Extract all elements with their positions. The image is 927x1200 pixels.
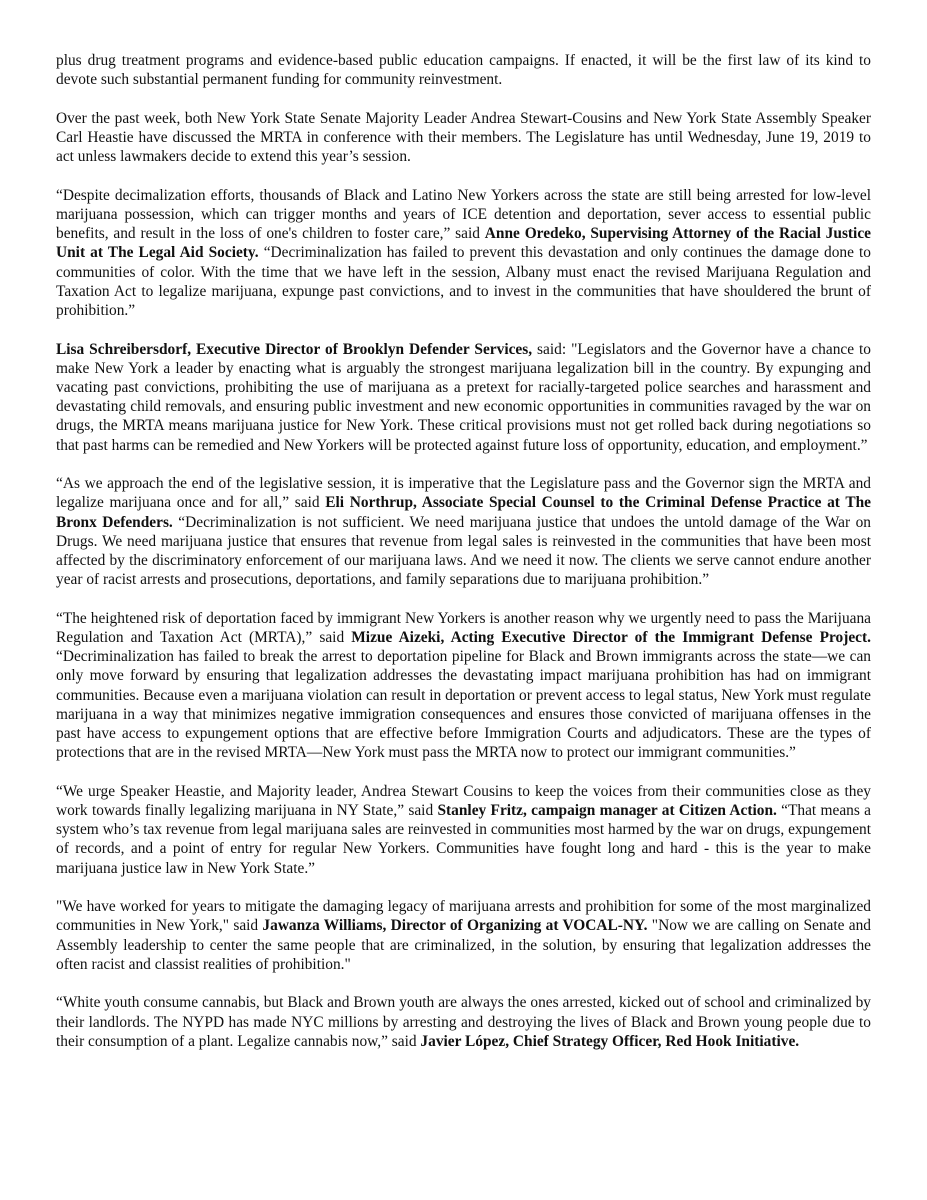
document-page (56, 51, 871, 1070)
paragraph-3 (56, 186, 871, 320)
paragraph-8-speaker: Jawanza Williams, Director of Organizing at VOCAL-NY. (262, 917, 648, 935)
paragraph-5-text-a: “As we approach the end of the legislative session, it is imperative that the Legislature pass and the Governor sign the MRTA and legalize marijuana once and for all,” said (56, 475, 871, 512)
paragraph-6-speaker: Mizue Aizeki, Acting Executive Director of the Immigrant Defense Project. (351, 629, 871, 647)
paragraph-9-speaker: Javier López, Chief Strategy Officer, Red Hook Initiative. (420, 1032, 800, 1050)
paragraph-7-text-a: “We urge Speaker Heastie, and Majority leader, Andrea Stewart Cousins to keep the voices from their communities close as they work towards finally legalizing marijuana in NY State,” said (56, 782, 871, 820)
paragraph-2 (56, 109, 871, 167)
paragraph-1 (56, 51, 871, 89)
paragraph-3-text-a: “Despite decimalization efforts, thousands of Black and Latino New Yorkers across the state are still being arrested for low-level marijuana possession, which can trigger months and years of ICE detention and deportation, sever access to essential public benefits, and result in the loss of one's children to foster care,” said (56, 186, 871, 243)
paragraph-7-text-b: “That means a system who’s tax revenue from legal marijuana sales are reinvested in communities most harmed by the war on drugs, expungement of records, and a point of entry for regular New Yorkers. Communities have fought long and hard - this is the year to make marijuana justice law in New York State.” (56, 802, 871, 877)
paragraph-3-text-b: “Decriminalization has failed to prevent this devastation and only continues the damage done to communities of color. With the time that we have left in the session, Albany must enact the revised Marijuana Regulation and Taxation Act to legalize marijuana, expunge past convictions, and to invest in the communities that have shouldered the brunt of prohibition.” (56, 244, 872, 320)
paragraph-5-text-b: “Decriminalization is not sufficient. We need marijuana justice that undoes the untold damage of the War on Drugs. We need marijuana justice that ensures that revenue from legal sales is reinvested in the communities that have been most affected by the discriminatory enforcement of our marijuana laws. And we need it now. The clients we serve cannot endure another year of racist arrests and prosecutions, deportations, and family separations due to marijuana prohibition.” (56, 513, 871, 589)
paragraph-8-text-b: "Now we are calling on Senate and Assembly leadership to center the same people that are criminalized, in the solution, by ensuring that legalization addresses the often racist and classist realities of prohibition." (56, 917, 871, 973)
paragraph-1-text: plus drug treatment programs and evidence-based public education campaigns. If enacted, it will be the first law of its kind to devote such substantial permanent funding for community reinvestment. (56, 52, 871, 89)
paragraph-5 (56, 474, 871, 589)
paragraph-8-text-a: "We have worked for years to mitigate the damaging legacy of marijuana arrests and prohibition for some of the most marginalized communities in New York," said (56, 898, 871, 935)
paragraph-9 (56, 993, 871, 1051)
paragraph-4-text: said: "Legislators and the Governor have a chance to make New York a leader by enacting what is arguably the strongest marijuana legalization bill in the country. By expunging and vacating past convictions, prohibiting the use of marijuana as a pretext for racially-targeted police searches and harassment and devastating child removals, and ensuring public investment and new economic opportunities in communities ravaged by the war on drugs, the MRTA means marijuana justice for New York. These critical provisions must not get rolled back during negotiations so that past harms can be remedied and New Yorkers will be protected against future loss of opportunity, education, and employment.” (56, 340, 871, 454)
paragraph-4 (56, 340, 871, 455)
paragraph-2-text: Over the past week, both New York State Senate Majority Leader Andrea Stewart-Cousins and New York State Assembly Speaker Carl Heastie have discussed the MRTA in conference with their members. The Legislature has until Wednesday, June 19, 2019 to act unless lawmakers decide to extend this year’s session. (56, 109, 871, 166)
paragraph-4-speaker: Lisa Schreibersdorf, Executive Director of Brooklyn Defender Services, (56, 340, 533, 358)
paragraph-7 (56, 782, 871, 878)
paragraph-9-text: “White youth consume cannabis, but Black and Brown youth are always the ones arrested, kicked out of school and criminalized by their landlords. The NYPD has made NYC millions by arresting and destroying the lives of Black and Brown young people due to their consumption of a plant. Legalize cannabis now,” said (56, 994, 871, 1050)
paragraph-6-text-b: “Decriminalization has failed to break the arrest to deportation pipeline for Black and Brown immigrants across the state—we can only move forward by ensuring that legalization addresses the devastating impact marijuana prohibition has had on immigrant communities. Because even a marijuana violation can result in deportation or prevent access to legal status, New York must regulate marijuana in a way that minimizes negative immigration consequences and ensures those convicted of marijuana offenses in the past have access to expungement options that are effective before Immigration Courts and adjudicators. These are the types of protections that are in the revised MRTA—New York must pass the MRTA now to protect our immigrant communities.” (56, 648, 871, 762)
paragraph-6-text-a: “The heightened risk of deportation faced by immigrant New Yorkers is another reason why we urgently need to pass the Marijuana Regulation and Taxation Act (MRTA),” said (56, 609, 871, 647)
paragraph-6 (56, 609, 871, 763)
paragraph-3-speaker: Anne Oredeko, Supervising Attorney of the Racial Justice Unit at The Legal Aid Society. (56, 225, 871, 262)
paragraph-5-speaker: Eli Northrup, Associate Special Counsel to the Criminal Defense Practice at The Bronx Defenders. (56, 494, 871, 531)
paragraph-8 (56, 897, 871, 974)
paragraph-7-speaker: Stanley Fritz, campaign manager at Citizen Action. (437, 802, 777, 820)
